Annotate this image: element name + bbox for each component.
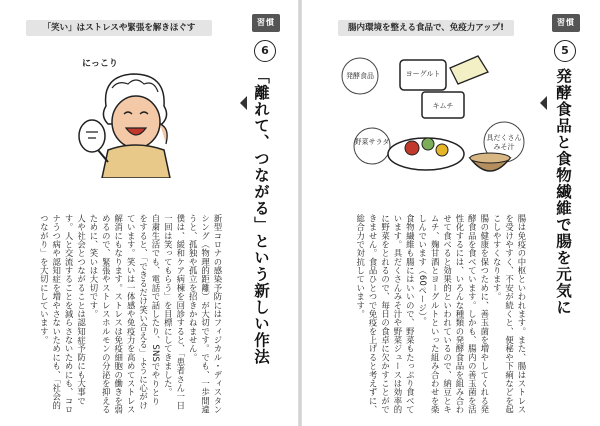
left-page <box>0 0 298 426</box>
label-misosoup: 具だくさんみそ汁 <box>486 134 522 151</box>
right-body-paragraph: 腸の健康を保つために、善玉菌を増やしてくれる発酵食品を食べています。しかも、腸内の善玉菌を活性化するには、いろんな種類の発酵食品を組み合わせて食べると効果的といわれているので、納豆とキムチ、麹甘酒とヨーグルトといった組み合わせを楽しんでいます（60ページ）。 <box>417 214 490 414</box>
left-body-paragraph: 自粛生活でも、電話で話したり、SNSでやりとりをすると、「できるだけ笑い合える」ように心がけています。笑いは一体感や免疫力を高めてストレス解消にもなります。ストレスは免疫細胞の働きを弱めるので、緊張やストレスホルモンの分泌を抑えるために、笑いは大切です。 <box>88 214 161 414</box>
label-yogurt: ヨーグルト <box>405 70 441 78</box>
left-habit-tab: 習慣 <box>252 14 280 32</box>
label-salad: 野菜サラダ <box>354 138 390 146</box>
label-kimchi: キムチ <box>432 102 454 110</box>
left-body <box>22 214 224 414</box>
left-title: 「離れて、つながる」という新しい作法 <box>252 68 270 365</box>
right-title-marker <box>540 96 547 110</box>
right-body <box>332 214 528 414</box>
left-habit-number: 6 <box>254 40 276 62</box>
right-body-paragraph: 食物繊維も腸にはいいので、野菜もたっぷり食べています。具だくさんみそ汁や野菜ジュースは効率的に野菜をとれるので、毎日の食卓に欠かすことができません。食品ひとつで免疫を上げると考えずに、総合力で対抗しています。 <box>355 214 416 414</box>
speech-text: にっこり <box>82 59 118 69</box>
left-title-marker <box>240 96 247 110</box>
left-banner: 「笑い」はストレスや緊張を解きほぐす <box>26 20 212 36</box>
right-body-paragraph: 腸は免疫の中枢といわれます。また、腸はストレスを受けやすく、不安が続くと、便秘や下痢などを起こしやすくなります。 <box>492 214 527 414</box>
right-banner: 腸内環境を整える食品で、免疫力アップ! <box>338 20 514 36</box>
laughing-woman-illustration <box>78 66 188 178</box>
left-body-paragraph: 人や社会とつながることは認知症予防にも大事です。人と交流することを減らさないためにも、コロナうつ病や認知症を増やさないためにも、「社会的つながり」を大切にしています。 <box>39 214 87 414</box>
right-title: 発酵食品と食物繊維で腸を元気に <box>554 68 572 316</box>
right-page <box>302 0 600 426</box>
right-habit-number: 5 <box>554 40 576 62</box>
left-body-paragraph: 新型コロナの感染予防にはフィジカル・ディスタンシング（物理的距離）が大切です。でも、一歩間違うと、孤独や孤立を招きかねません。 <box>188 214 223 414</box>
left-body-paragraph: 僕は、緩和ケア病棟を回診すると、「患者さん一日一回は笑ってもらう」を目標にしてきました。 <box>163 214 186 410</box>
label-fermented: 発酵食品 <box>346 72 374 80</box>
right-habit-tab: 習慣 <box>552 14 580 32</box>
